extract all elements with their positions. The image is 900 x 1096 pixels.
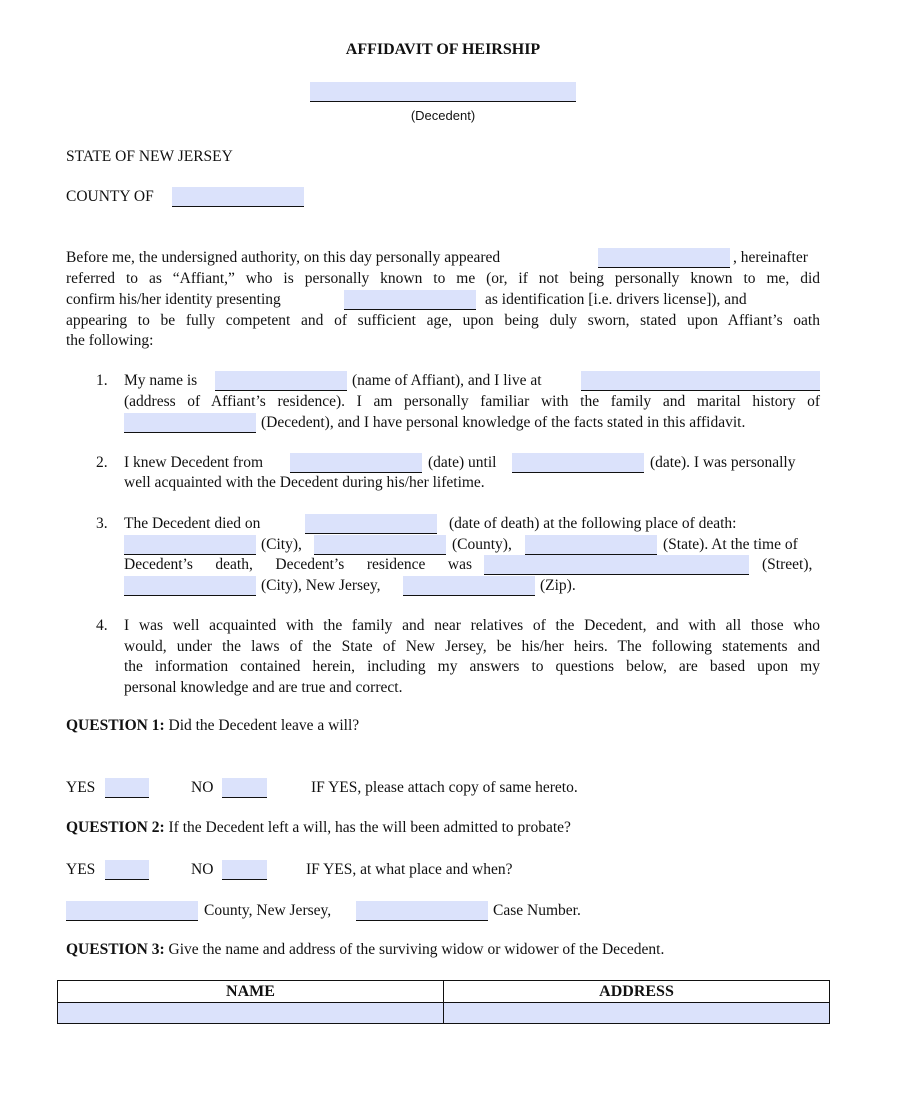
item1-line1a: My name is <box>124 372 198 389</box>
item3-line1a: The Decedent died on <box>124 515 261 532</box>
q1-no-field[interactable] <box>222 778 267 798</box>
probate-county-label: County, New Jersey, <box>204 902 332 919</box>
knew-from-date-field[interactable] <box>290 453 422 473</box>
q1-yes-label: YES <box>66 779 96 796</box>
probate-county-field[interactable] <box>66 901 198 921</box>
identification-field[interactable] <box>344 290 476 310</box>
intro-line-4: appearing to be fully competent and of sufficient age, upon being duly sworn, stated upon Affiant’s oath <box>66 312 820 329</box>
item3-line1b: (date of death) at the following place of death: <box>449 515 737 532</box>
death-state-field[interactable] <box>525 535 657 555</box>
item1-line2: (address of Affiant’s residence). I am personally familiar with the family and marital history of <box>124 393 820 410</box>
q2-note: IF YES, at what place and when? <box>306 861 513 878</box>
item3-city-nj-label: (City), New Jersey, <box>261 577 381 594</box>
death-city-field[interactable] <box>124 535 256 555</box>
item-number-3: 3. <box>96 515 108 532</box>
item-number-1: 1. <box>96 372 108 389</box>
q1-no-label: NO <box>191 779 214 796</box>
question-3-text: Give the name and address of the surviving widow or widower of the Decedent. <box>168 941 665 958</box>
document-title: AFFIDAVIT OF HEIRSHIP <box>345 41 541 58</box>
item2-line2: well acquainted with the Decedent during his/her lifetime. <box>124 474 485 491</box>
name-column-header: NAME <box>58 981 444 1003</box>
question-1-text: Did the Decedent leave a will? <box>168 717 360 734</box>
item1-line3: (Decedent), and I have personal knowledge of the facts stated in this affidavit. <box>261 414 746 431</box>
question-2 <box>66 818 571 838</box>
case-number-field[interactable] <box>356 901 488 921</box>
q2-yes-label: YES <box>66 861 96 878</box>
spouse-address-cell[interactable] <box>444 1003 830 1024</box>
table-row <box>58 1003 830 1024</box>
question-1 <box>66 716 359 736</box>
residence-zip-field[interactable] <box>403 576 535 596</box>
knew-until-date-field[interactable] <box>512 453 644 473</box>
surviving-spouse-table <box>57 980 830 1024</box>
decedent-name-field[interactable] <box>310 82 576 102</box>
residence-street-field[interactable] <box>484 555 749 575</box>
spouse-name-cell[interactable] <box>58 1003 444 1024</box>
q1-note: IF YES, please attach copy of same hereto. <box>311 779 578 796</box>
table-header-row <box>58 981 830 1003</box>
item4-line1: I was well acquainted with the family and near relatives of the Decedent, and with all those who <box>124 617 820 634</box>
intro-line-3b: as identification [i.e. drivers license]), and <box>485 291 747 308</box>
address-column-header: ADDRESS <box>444 981 830 1003</box>
item-number-4: 4. <box>96 617 108 634</box>
question-3 <box>66 940 664 960</box>
question-3-label: QUESTION 3: <box>66 941 165 958</box>
state-line: STATE OF NEW JERSEY <box>66 148 233 165</box>
item2-line1a: I knew Decedent from <box>124 454 264 471</box>
item1-line1b: (name of Affiant), and I live at <box>352 372 542 389</box>
decedent-caption: (Decedent) <box>410 108 476 123</box>
county-field[interactable] <box>172 187 304 207</box>
item-number-2: 2. <box>96 454 108 471</box>
q1-yes-field[interactable] <box>105 778 149 798</box>
item2-line1b: (date) until <box>428 454 497 471</box>
item4-line2: would, under the laws of the State of New Jersey, be his/her heirs. The following statements and <box>124 638 820 655</box>
intro-line-3a: confirm his/her identity presenting <box>66 291 281 308</box>
affiant-address-field[interactable] <box>581 371 820 391</box>
item3-zip-label: (Zip). <box>540 577 576 594</box>
date-of-death-field[interactable] <box>305 514 437 534</box>
item2-line1c: (date). I was personally <box>650 454 796 471</box>
item3-county-label: (County), <box>452 536 512 553</box>
item4-line3: the information contained herein, including my answers to questions below, are based upon my <box>124 658 820 675</box>
case-number-label: Case Number. <box>493 902 581 919</box>
item4-line4: personal knowledge and are true and correct. <box>124 679 403 696</box>
intro-line-1b: , hereinafter <box>733 249 808 266</box>
item3-city-label: (City), <box>261 536 302 553</box>
intro-line-1a: Before me, the undersigned authority, on this day personally appeared <box>66 249 501 266</box>
death-county-field[interactable] <box>314 535 446 555</box>
item3-state-label: (State). At the time of <box>663 536 798 553</box>
county-label: COUNTY OF <box>66 188 154 205</box>
question-1-label: QUESTION 1: <box>66 717 165 734</box>
decedent-familiar-field[interactable] <box>124 413 256 433</box>
question-2-text: If the Decedent left a will, has the will been admitted to probate? <box>168 819 571 836</box>
affiant-name-field[interactable] <box>215 371 347 391</box>
q2-yes-field[interactable] <box>105 860 149 880</box>
item3-line3a: Decedent’s death, Decedent’s residence was <box>124 556 472 573</box>
residence-city-field[interactable] <box>124 576 256 596</box>
intro-line-2: referred to as “Affiant,” who is personally known to me (or, if not being personally known to me, did <box>66 270 820 287</box>
question-2-label: QUESTION 2: <box>66 819 165 836</box>
item3-street-label: (Street), <box>762 556 813 573</box>
q2-no-label: NO <box>191 861 214 878</box>
intro-line-5: the following: <box>66 332 154 349</box>
q2-no-field[interactable] <box>222 860 267 880</box>
affiant-appeared-field[interactable] <box>598 248 730 268</box>
